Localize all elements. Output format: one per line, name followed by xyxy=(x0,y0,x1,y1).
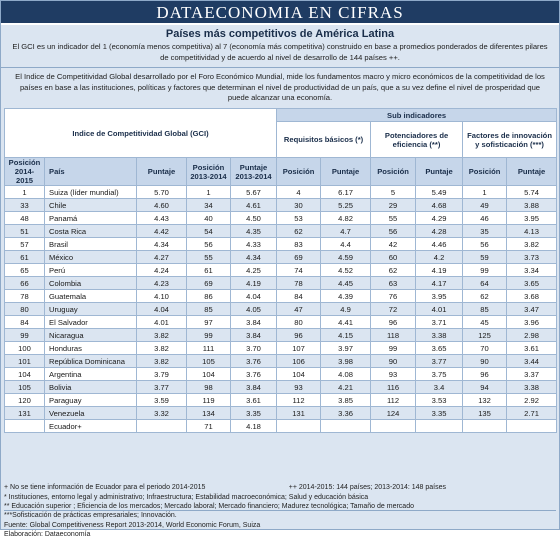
cell-score: 4.60 xyxy=(137,199,187,212)
cell-score: 4.23 xyxy=(137,277,187,290)
cell-efficiency-score: 3.75 xyxy=(416,368,463,381)
cell-position-2014: 1 xyxy=(5,186,45,199)
cell-efficiency-position: 124 xyxy=(371,407,416,420)
cell-score-2013: 4.34 xyxy=(231,251,277,264)
cell-position-2013: 69 xyxy=(187,277,231,290)
cell-innovation-position: 56 xyxy=(463,238,507,251)
cell-basic-score: 5.25 xyxy=(321,199,371,212)
cell-innovation-score: 2.92 xyxy=(507,394,557,407)
cell-innovation-score: 4.13 xyxy=(507,225,557,238)
cell-score: 3.77 xyxy=(137,381,187,394)
cell-score-2013: 3.61 xyxy=(231,394,277,407)
table-row xyxy=(5,407,557,420)
cell-country: Perú xyxy=(45,264,137,277)
cell-position-2013: 1 xyxy=(187,186,231,199)
cell-efficiency-position: 42 xyxy=(371,238,416,251)
cell-innovation-score: 3.68 xyxy=(507,290,557,303)
footer xyxy=(4,510,556,540)
cell-country: México xyxy=(45,251,137,264)
cell-score: 3.79 xyxy=(137,368,187,381)
cell-efficiency-position: 118 xyxy=(371,329,416,342)
cell-score-2013: 3.76 xyxy=(231,355,277,368)
note-basic-requirements: * Instituciones, entorno legal y administrativo; Infraestructura; Estabilidad macroeconómica; Salud y educación básica xyxy=(4,493,369,501)
table-row xyxy=(5,355,557,368)
cell-country: Colombia xyxy=(45,277,137,290)
col-efficiency-position: Posición xyxy=(371,158,416,186)
cell-efficiency-position: 5 xyxy=(371,186,416,199)
cell-basic-position: 84 xyxy=(277,290,321,303)
cell-innovation-position: 94 xyxy=(463,381,507,394)
cell-position-2013: 71 xyxy=(187,420,231,433)
cell-country: Panamá xyxy=(45,212,137,225)
table-row xyxy=(5,199,557,212)
cell-position-2014: 120 xyxy=(5,394,45,407)
cell-innovation-score: 3.38 xyxy=(507,381,557,394)
table-row xyxy=(5,212,557,225)
cell-efficiency-score: 4.01 xyxy=(416,303,463,316)
cell-score: 3.32 xyxy=(137,407,187,420)
table-row xyxy=(5,342,557,355)
cell-score-2013: 4.04 xyxy=(231,290,277,303)
cell-basic-score: 4.7 xyxy=(321,225,371,238)
cell-innovation-score: 2.71 xyxy=(507,407,557,420)
cell-efficiency-score: 3.65 xyxy=(416,342,463,355)
cell-position-2014: 78 xyxy=(5,290,45,303)
col-innovation-position: Posición xyxy=(463,158,507,186)
cell-basic-score: 4.59 xyxy=(321,251,371,264)
cell-innovation-position: 46 xyxy=(463,212,507,225)
cell-innovation-position: 49 xyxy=(463,199,507,212)
cell-country: Bolivia xyxy=(45,381,137,394)
cell-efficiency-score: 3.38 xyxy=(416,329,463,342)
cell-position-2014: 104 xyxy=(5,368,45,381)
cell-country: Brasil xyxy=(45,238,137,251)
note-ecuador: + No se tiene información de Ecuador para el periodo 2014-2015 xyxy=(4,484,206,491)
cell-efficiency-position: 60 xyxy=(371,251,416,264)
table-row xyxy=(5,316,557,329)
cell-score-2013: 3.84 xyxy=(231,316,277,329)
cell-innovation-position: 90 xyxy=(463,355,507,368)
cell-efficiency-position: 76 xyxy=(371,290,416,303)
cell-position-2014: 65 xyxy=(5,264,45,277)
table-row xyxy=(5,420,557,433)
cell-basic-position: 53 xyxy=(277,212,321,225)
cell-country: Paraguay xyxy=(45,394,137,407)
cell-position-2013: 97 xyxy=(187,316,231,329)
cell-position-2013: 34 xyxy=(187,199,231,212)
cell-efficiency-position: 56 xyxy=(371,225,416,238)
cell-score-2013: 5.67 xyxy=(231,186,277,199)
table-row xyxy=(5,368,557,381)
cell-basic-score: 4.82 xyxy=(321,212,371,225)
cell-basic-score: 3.85 xyxy=(321,394,371,407)
cell-position-2014: 105 xyxy=(5,381,45,394)
cell-basic-score: 3.97 xyxy=(321,342,371,355)
cell-innovation-score: 3.61 xyxy=(507,342,557,355)
note-country-count: ++ 2014-2015: 144 países; 2013-2014: 148 países xyxy=(288,484,446,491)
cell-position-2013: 134 xyxy=(187,407,231,420)
cell-position-2013: 111 xyxy=(187,342,231,355)
cell-country: El Salvador xyxy=(45,316,137,329)
table-row xyxy=(5,264,557,277)
cell-score-2013: 4.50 xyxy=(231,212,277,225)
cell-efficiency-score: 3.71 xyxy=(416,316,463,329)
cell-country: Chile xyxy=(45,199,137,212)
innovation-factors-header: Factores de innovación y sofisticación (***) xyxy=(463,122,557,158)
cell-score-2013: 4.18 xyxy=(231,420,277,433)
competitiveness-table xyxy=(4,108,557,433)
cell-innovation-score: 3.73 xyxy=(507,251,557,264)
cell-position-2013: 99 xyxy=(187,329,231,342)
cell-basic-position: 78 xyxy=(277,277,321,290)
table-body xyxy=(5,186,557,433)
cell-position-2013: 98 xyxy=(187,381,231,394)
subindicators-header: Sub indicadores xyxy=(277,109,557,122)
cell-position-2014: 51 xyxy=(5,225,45,238)
table-row xyxy=(5,303,557,316)
cell-efficiency-score: 4.29 xyxy=(416,212,463,225)
cell-score-2013: 4.35 xyxy=(231,225,277,238)
cell-basic-position: 131 xyxy=(277,407,321,420)
cell-score-2013: 4.19 xyxy=(231,277,277,290)
basic-requirements-header: Requisitos básicos (*) xyxy=(277,122,371,158)
col-innovation-score: Puntaje xyxy=(507,158,557,186)
cell-basic-score: 4.39 xyxy=(321,290,371,303)
cell-innovation-score: 2.98 xyxy=(507,329,557,342)
cell-efficiency-score: 3.95 xyxy=(416,290,463,303)
cell-innovation-position: 45 xyxy=(463,316,507,329)
cell-country: Guatemala xyxy=(45,290,137,303)
cell-score-2013: 3.35 xyxy=(231,407,277,420)
cell-innovation-score: 3.82 xyxy=(507,238,557,251)
cell-efficiency-score: 3.35 xyxy=(416,407,463,420)
cell-score: 5.70 xyxy=(137,186,187,199)
table-row xyxy=(5,381,557,394)
cell-position-2014: 99 xyxy=(5,329,45,342)
cell-basic-position: 107 xyxy=(277,342,321,355)
cell-score-2013: 3.84 xyxy=(231,329,277,342)
cell-innovation-position xyxy=(463,420,507,433)
cell-score: 4.24 xyxy=(137,264,187,277)
cell-innovation-score xyxy=(507,420,557,433)
cell-basic-position: 112 xyxy=(277,394,321,407)
cell-efficiency-position: 116 xyxy=(371,381,416,394)
cell-score-2013: 3.84 xyxy=(231,381,277,394)
credit-line: Elaboración: Dataeconomía xyxy=(4,531,91,538)
cell-basic-score xyxy=(321,420,371,433)
cell-position-2013: 56 xyxy=(187,238,231,251)
cell-score-2013: 4.33 xyxy=(231,238,277,251)
intro-gci-description: El Indice de Competitividad Global desarrollado por el Foro Económico Mundial, mide los fundamentos macro y micro económicos de la competitividad de los países en base a las instituciones, políticas y factores que determinan el nivel de productividad de un país, que a su vez define el nivel de prosperidad que puede alcanzar una economía. xyxy=(15,72,545,102)
cell-basic-position: 4 xyxy=(277,186,321,199)
cell-basic-position: 69 xyxy=(277,251,321,264)
cell-innovation-position: 96 xyxy=(463,368,507,381)
table-row xyxy=(5,225,557,238)
cell-basic-position: 47 xyxy=(277,303,321,316)
cell-basic-score: 4.41 xyxy=(321,316,371,329)
footnotes xyxy=(4,483,556,512)
cell-basic-position: 106 xyxy=(277,355,321,368)
cell-innovation-position: 132 xyxy=(463,394,507,407)
note-innovation-factors: ***Sofisticación de prácticas empresariales; Innovación. xyxy=(4,512,177,519)
cell-basic-score: 4.45 xyxy=(321,277,371,290)
cell-innovation-score: 3.37 xyxy=(507,368,557,381)
cell-score: 3.82 xyxy=(137,355,187,368)
cell-basic-position xyxy=(277,420,321,433)
cell-efficiency-score: 4.19 xyxy=(416,264,463,277)
table-row xyxy=(5,329,557,342)
col-score: Puntaje xyxy=(137,158,187,186)
cell-efficiency-score: 5.49 xyxy=(416,186,463,199)
cell-score: 3.82 xyxy=(137,342,187,355)
cell-innovation-position: 85 xyxy=(463,303,507,316)
gci-group-header: Indice de Competitividad Global (GCI) xyxy=(5,109,277,158)
table-row xyxy=(5,290,557,303)
cell-efficiency-score: 3.77 xyxy=(416,355,463,368)
cell-score-2013: 4.05 xyxy=(231,303,277,316)
cell-efficiency-score: 3.4 xyxy=(416,381,463,394)
cell-position-2014: 48 xyxy=(5,212,45,225)
cell-basic-position: 80 xyxy=(277,316,321,329)
cell-innovation-score: 3.34 xyxy=(507,264,557,277)
cell-position-2013: 105 xyxy=(187,355,231,368)
cell-position-2014: 66 xyxy=(5,277,45,290)
cell-score: 4.04 xyxy=(137,303,187,316)
cell-country: Argentina xyxy=(45,368,137,381)
cell-score-2013: 3.70 xyxy=(231,342,277,355)
cell-efficiency-position: 55 xyxy=(371,212,416,225)
cell-score: 4.42 xyxy=(137,225,187,238)
cell-basic-position: 74 xyxy=(277,264,321,277)
cell-country: Nicaragua xyxy=(45,329,137,342)
cell-position-2014: 61 xyxy=(5,251,45,264)
col-efficiency-score: Puntaje xyxy=(416,158,463,186)
table-row xyxy=(5,277,557,290)
cell-efficiency-position: 93 xyxy=(371,368,416,381)
cell-position-2014 xyxy=(5,420,45,433)
cell-position-2013: 61 xyxy=(187,264,231,277)
table-row xyxy=(5,238,557,251)
cell-country: Uruguay xyxy=(45,303,137,316)
cell-country: Suiza (líder mundial) xyxy=(45,186,137,199)
cell-efficiency-score: 4.68 xyxy=(416,199,463,212)
cell-position-2014: 80 xyxy=(5,303,45,316)
cell-score: 4.27 xyxy=(137,251,187,264)
banner-title: DATAECONOMIA EN CIFRAS xyxy=(1,1,559,25)
cell-position-2014: 100 xyxy=(5,342,45,355)
cell-innovation-position: 70 xyxy=(463,342,507,355)
cell-basic-score: 3.98 xyxy=(321,355,371,368)
cell-basic-position: 62 xyxy=(277,225,321,238)
table-row xyxy=(5,394,557,407)
cell-basic-score: 4.21 xyxy=(321,381,371,394)
cell-efficiency-position: 96 xyxy=(371,316,416,329)
cell-innovation-score: 3.47 xyxy=(507,303,557,316)
cell-basic-position: 83 xyxy=(277,238,321,251)
cell-innovation-position: 99 xyxy=(463,264,507,277)
cell-score-2013: 4.25 xyxy=(231,264,277,277)
col-position-2014: Posición 2014-2015 xyxy=(5,158,45,186)
cell-position-2014: 57 xyxy=(5,238,45,251)
cell-efficiency-position: 29 xyxy=(371,199,416,212)
cell-efficiency-position: 112 xyxy=(371,394,416,407)
page-subtitle: Países más competitivos de América Latina xyxy=(165,28,395,40)
cell-score-2013: 3.76 xyxy=(231,368,277,381)
cell-efficiency-position: 90 xyxy=(371,355,416,368)
cell-basic-score: 4.08 xyxy=(321,368,371,381)
col-basic-position: Posición xyxy=(277,158,321,186)
cell-innovation-position: 135 xyxy=(463,407,507,420)
cell-efficiency-position: 72 xyxy=(371,303,416,316)
cell-score: 4.10 xyxy=(137,290,187,303)
cell-efficiency-score: 4.2 xyxy=(416,251,463,264)
cell-basic-score: 4.9 xyxy=(321,303,371,316)
cell-innovation-position: 35 xyxy=(463,225,507,238)
cell-basic-score: 4.52 xyxy=(321,264,371,277)
cell-position-2014: 33 xyxy=(5,199,45,212)
cell-score xyxy=(137,420,187,433)
cell-innovation-score: 3.96 xyxy=(507,316,557,329)
cell-innovation-position: 125 xyxy=(463,329,507,342)
cell-position-2013: 55 xyxy=(187,251,231,264)
cell-innovation-score: 5.74 xyxy=(507,186,557,199)
cell-basic-position: 93 xyxy=(277,381,321,394)
cell-country: Ecuador+ xyxy=(45,420,137,433)
table-row xyxy=(5,186,557,199)
cell-score-2013: 4.61 xyxy=(231,199,277,212)
cell-innovation-position: 62 xyxy=(463,290,507,303)
cell-efficiency-position: 99 xyxy=(371,342,416,355)
cell-country: Costa Rica xyxy=(45,225,137,238)
cell-position-2013: 40 xyxy=(187,212,231,225)
efficiency-enhancers-header: Potenciadores de eficiencia (**) xyxy=(371,122,463,158)
cell-position-2013: 85 xyxy=(187,303,231,316)
cell-innovation-position: 59 xyxy=(463,251,507,264)
col-score-2013: Puntaje 2013-2014 xyxy=(231,158,277,186)
cell-efficiency-position xyxy=(371,420,416,433)
cell-position-2013: 104 xyxy=(187,368,231,381)
cell-basic-score: 4.4 xyxy=(321,238,371,251)
cell-score: 4.34 xyxy=(137,238,187,251)
col-basic-score: Puntaje xyxy=(321,158,371,186)
cell-efficiency-position: 62 xyxy=(371,264,416,277)
table-row xyxy=(5,251,557,264)
note-efficiency-enhancers: ** Educación superior ; Eficiencia de los mercados; Mercado laboral; Mercado financiero; Madurez tecnológica; Tamaño de mercado xyxy=(4,503,414,510)
cell-basic-position: 30 xyxy=(277,199,321,212)
cell-score: 4.01 xyxy=(137,316,187,329)
cell-position-2014: 84 xyxy=(5,316,45,329)
cell-position-2013: 54 xyxy=(187,225,231,238)
cell-basic-score: 4.15 xyxy=(321,329,371,342)
cell-efficiency-score: 4.46 xyxy=(416,238,463,251)
cell-position-2013: 119 xyxy=(187,394,231,407)
cell-basic-score: 3.36 xyxy=(321,407,371,420)
col-position-2013: Posición 2013-2014 xyxy=(187,158,231,186)
source-line: Fuente: Global Competitiveness Report 2013-2014, World Economic Forum, Suiza xyxy=(4,521,261,529)
cell-innovation-score: 3.65 xyxy=(507,277,557,290)
cell-country: República Dominicana xyxy=(45,355,137,368)
cell-position-2014: 101 xyxy=(5,355,45,368)
cell-position-2014: 131 xyxy=(5,407,45,420)
cell-innovation-score: 3.95 xyxy=(507,212,557,225)
col-country: País xyxy=(45,158,137,186)
cell-basic-position: 96 xyxy=(277,329,321,342)
cell-score: 4.43 xyxy=(137,212,187,225)
cell-country: Honduras xyxy=(45,342,137,355)
cell-efficiency-score xyxy=(416,420,463,433)
cell-innovation-score: 3.88 xyxy=(507,199,557,212)
cell-innovation-score: 3.44 xyxy=(507,355,557,368)
cell-efficiency-position: 63 xyxy=(371,277,416,290)
cell-efficiency-score: 4.28 xyxy=(416,225,463,238)
cell-basic-score: 6.17 xyxy=(321,186,371,199)
cell-country: Venezuela xyxy=(45,407,137,420)
cell-efficiency-score: 4.17 xyxy=(416,277,463,290)
cell-innovation-position: 64 xyxy=(463,277,507,290)
cell-score: 3.59 xyxy=(137,394,187,407)
cell-efficiency-score: 3.53 xyxy=(416,394,463,407)
cell-basic-position: 104 xyxy=(277,368,321,381)
cell-score: 3.82 xyxy=(137,329,187,342)
cell-position-2013: 86 xyxy=(187,290,231,303)
cell-innovation-position: 1 xyxy=(463,186,507,199)
intro-gci-scale: El GCI es un indicador del 1 (economía menos competitiva) al 7 (economía más competitiva) construido en base a promedios ponderados de diferentes pilares de competitividad y de acuerdo al nivel de desarrollo de 144 países ++. xyxy=(1,42,559,68)
